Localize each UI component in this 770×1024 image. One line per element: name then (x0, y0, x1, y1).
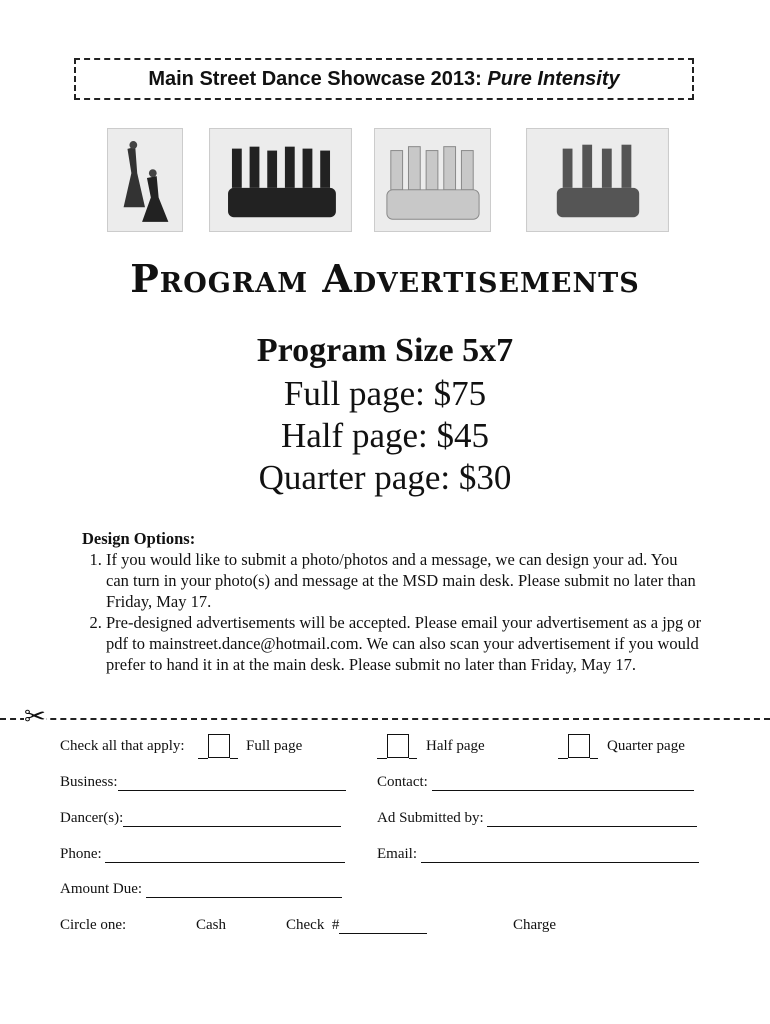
quarter-page-checkbox[interactable] (558, 734, 598, 759)
amount-due-field[interactable] (60, 881, 342, 898)
half-page-option-label: Half page (426, 738, 485, 754)
check-label: Check # (286, 917, 340, 933)
full-page-option-label: Full page (246, 738, 303, 754)
contact-field[interactable] (377, 774, 694, 791)
submitted-by-field[interactable] (377, 810, 697, 827)
phone-field[interactable] (60, 846, 345, 863)
dancers-label: Dancer(s): (60, 810, 124, 826)
photo-group-2 (374, 128, 491, 232)
circle-one-label: Circle one: (60, 917, 127, 933)
email-label: Email: (377, 846, 417, 862)
design-option-1: 1. If you would like to submit a photo/photos and a message, we can design your ad. You can turn in your photo(s) and message at the MSD main desk. Please submit no later than Friday, May 17. (106, 549, 702, 612)
dancers-field[interactable] (60, 810, 341, 827)
photo-group-1 (209, 128, 352, 232)
header-banner (74, 58, 694, 100)
half-page-checkbox[interactable] (377, 734, 417, 759)
header-title-italic: Pure Intensity (487, 67, 620, 90)
program-size-heading: Program Size 5x7 (256, 332, 514, 369)
page-title: Program Advertisements (130, 256, 640, 301)
full-page-checkbox[interactable] (198, 734, 238, 759)
cut-line (0, 718, 770, 720)
price-half-page: Half page: $45 (281, 416, 489, 455)
payment-check-option[interactable] (286, 917, 427, 934)
contact-label: Contact: (377, 774, 428, 790)
email-field[interactable] (377, 846, 699, 863)
photo-duo (107, 128, 183, 232)
header-title: Main Street Dance Showcase 2013: (148, 67, 488, 90)
scissors-icon: ✂ (24, 702, 46, 731)
design-options (82, 528, 702, 675)
business-field[interactable] (60, 774, 346, 791)
business-label: Business: (60, 774, 118, 790)
price-quarter-page: Quarter page: $30 (258, 458, 512, 497)
submitted-by-label: Ad Submitted by: (377, 810, 484, 826)
design-options-heading: Design Options: (82, 529, 196, 548)
payment-cash-option[interactable]: Cash (196, 917, 226, 933)
amount-due-label: Amount Due: (60, 881, 143, 897)
payment-charge-option[interactable]: Charge (513, 917, 557, 933)
photo-group-3 (526, 128, 669, 232)
design-option-2: 2. Pre-designed advertisements will be accepted. Please email your advertisement as a jpg or pdf to mainstreet.dance@hotmail.com. We can also scan your advertisement if you would prefer to hand it in at the main desk. Please submit no later than Friday, May 17. (106, 612, 702, 675)
check-all-label: Check all that apply: (60, 738, 185, 754)
price-full-page: Full page: $75 (283, 374, 487, 413)
phone-label: Phone: (60, 846, 102, 862)
quarter-page-option-label: Quarter page (607, 738, 685, 754)
